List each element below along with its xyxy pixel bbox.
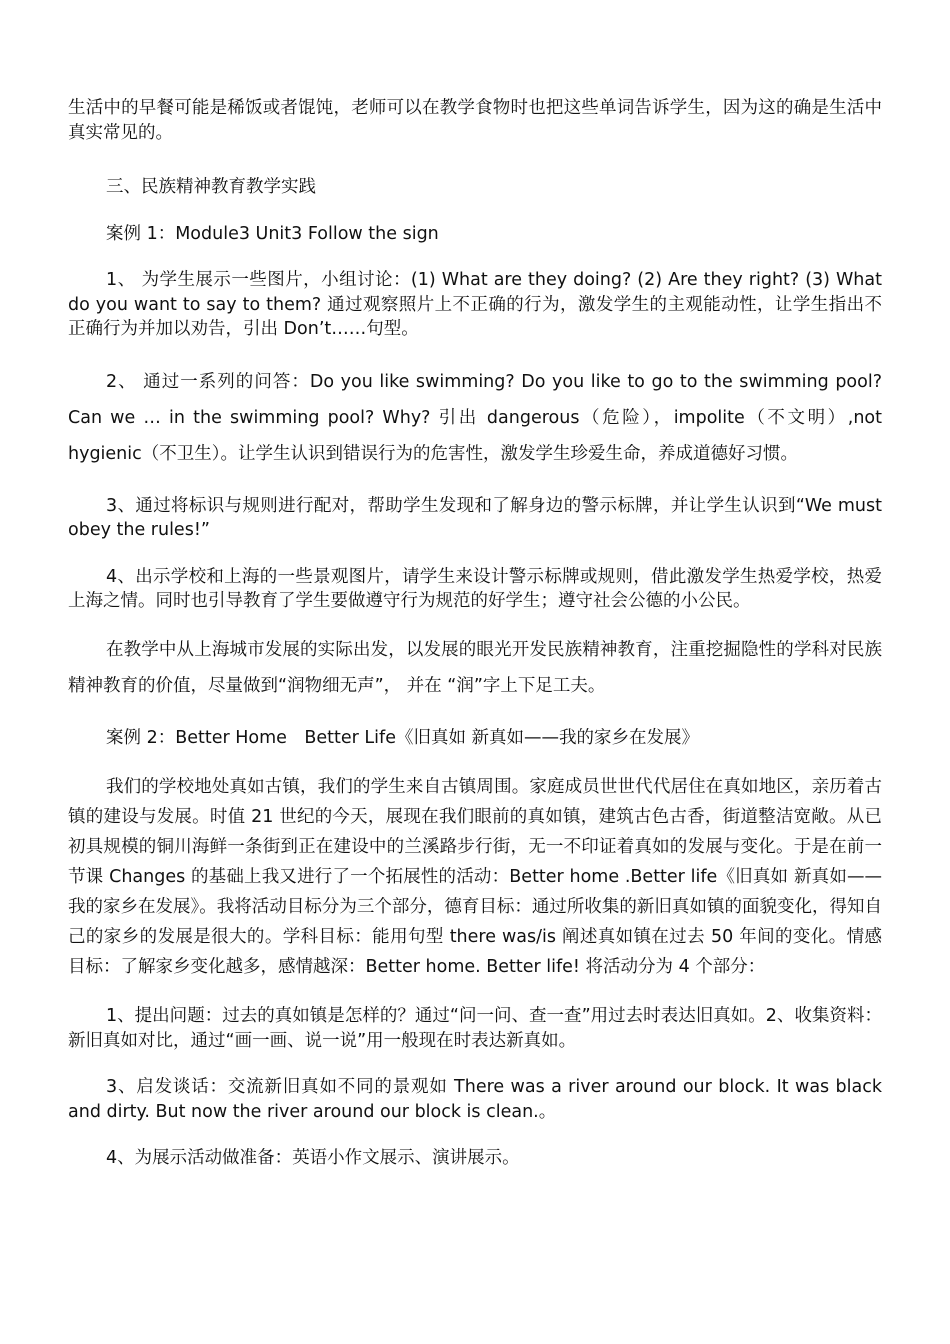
case-1-step-4: 4、出示学校和上海的一些景观图片，请学生来设计警示标牌或规则，借此激发学生热爱学校，热爱上海之情。同时也引导教育了学生要做遵守行为规范的好学生；遵守社会公德的小公民。 xyxy=(68,566,882,611)
section-heading-national-spirit: 三、民族精神教育教学实践 xyxy=(106,177,316,197)
case-1-summary: 在教学中从上海城市发展的实际出发，以发展的眼光开发民族精神教育，注重挖掘隐性的学科对民族精神教育的价值，尽量做到“润物细无声”， 并在 “润”字上下足工夫。 xyxy=(68,639,882,696)
case-1-title: 案例 1：Module3 Unit3 Follow the sign xyxy=(106,223,439,244)
case-2-step-1-2: 1、提出问题：过去的真如镇是怎样的？通过“问一问、查一查”用过去时表达旧真如。2、收集资料：新旧真如对比，通过“画一画、说一说”用一般现在时表达新真如。 xyxy=(68,1006,882,1051)
case-1-step-1: 1、 为学生展示一些图片，小组讨论：(1) What are they doing? (2) Are they right? (3) What do you want to say to them? 通过观察照片上不正确的行为，激发学生的主观能动性，让学生指出不正确行为并加以劝告，引出 Don’t……句型。 xyxy=(68,270,882,339)
paragraph-breakfast: 生活中的早餐可能是稀饭或者馄饨，老师可以在教学食物时也把这些单词告诉学生，因为这的确是生活中真实常见的。 xyxy=(68,98,882,143)
case-1-step-3: 3、通过将标识与规则进行配对，帮助学生发现和了解身边的警示标牌，并让学生认识到“We must obey the rules!” xyxy=(68,495,882,540)
case-2-intro: 我们的学校地处真如古镇，我们的学生来自古镇周围。家庭成员世世代代居住在真如地区，亲历着古镇的建设与发展。时值 21 世纪的今天，展现在我们眼前的真如镇，建筑古色古香，街道整洁宽敞。从已初具规模的铜川海鲜一条街到正在建设中的兰溪路步行街，无一不印证着真如的发展与变化。于是在前一节课 Changes 的基础上我又进行了一个拓展性的活动：Better home .Better life《旧真如 新真如——我的家乡在发展》。我将活动目标分为三个部分，德育目标：通过所收集的新旧真如镇的面貌变化，得知自己的家乡的发展是很大的。学科目标：能用句型 there was/is 阐述真如镇在过去 50 年间的变化。情感目标：了解家乡变化越多，感情越深：Better home. Better life! 将活动分为 4 个部分： xyxy=(68,777,882,977)
case-2-step-4: 4、为展示活动做准备：英语小作文展示、演讲展示。 xyxy=(106,1148,520,1168)
case-2-title: 案例 2：Better Home Better Life《旧真如 新真如——我的家乡在发展》 xyxy=(106,727,700,748)
case-2-step-3: 3、启发谈话：交流新旧真如不同的景观如 There was a river around our block. It was black and dirty. But now the river around our block is clean.。 xyxy=(68,1077,882,1122)
document-page xyxy=(68,96,882,1171)
case-1-step-2: 2、 通过一系列的问答：Do you like swimming? Do you like to go to the swimming pool? Can we … in the swimming pool? Why? 引出 dangerous（危险），impolite（不文明）,not hygienic（不卫生）。让学生认识到错误行为的危害性，激发学生珍爱生命，养成道德好习惯。 xyxy=(68,371,882,464)
